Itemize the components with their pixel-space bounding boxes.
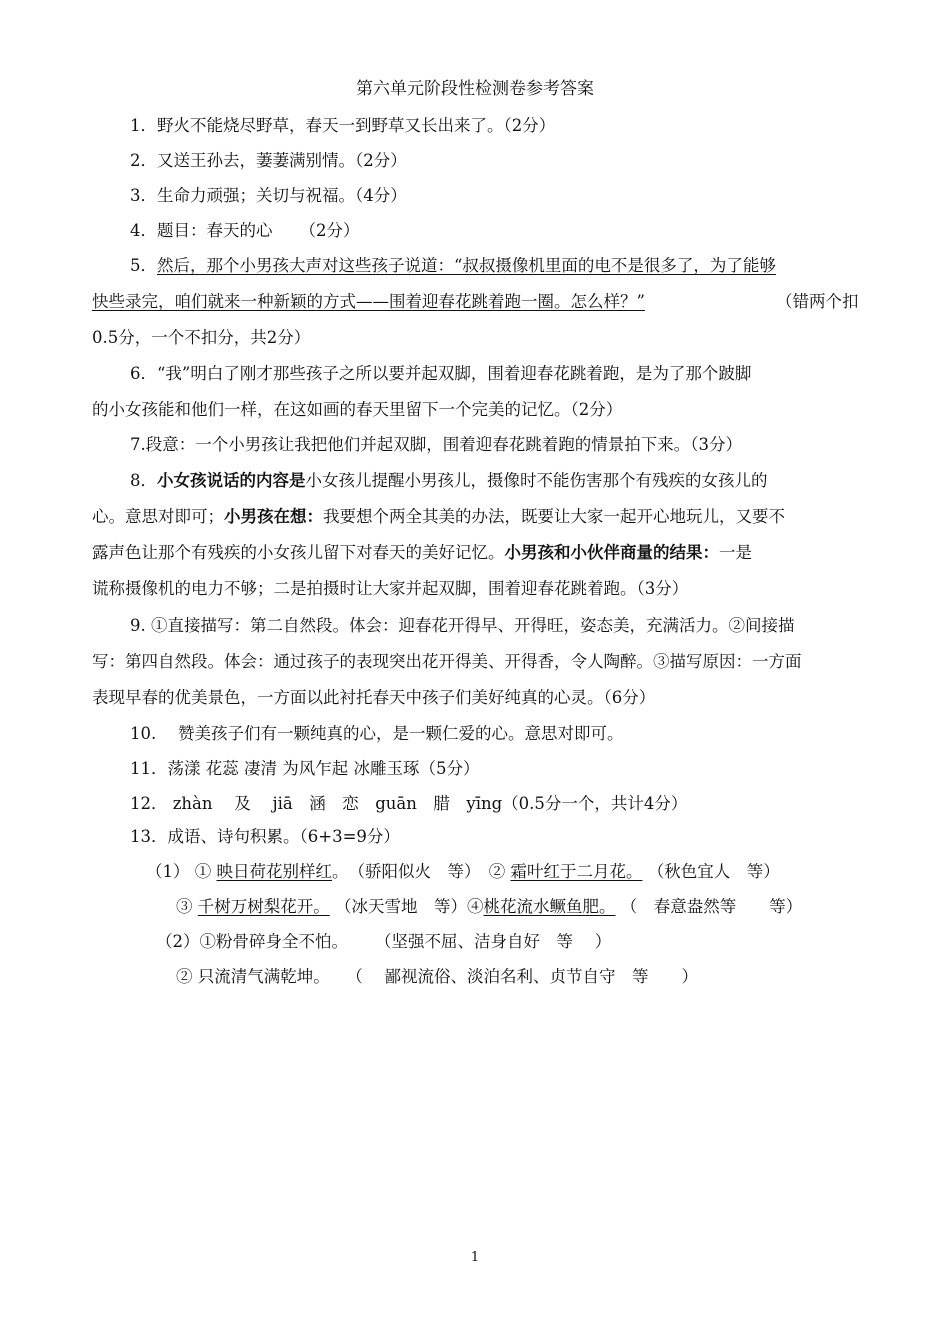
- answer-7: 7.段意：一个小男孩让我把他们并起双脚，围着迎春花跳着跑的情景拍下来。（3分）: [130, 435, 742, 454]
- answer-13-poem-line-2: 霜叶红于二月花。: [510, 862, 643, 881]
- answer-13-mid-1: 。 （骄阳似火 等） ②: [332, 862, 506, 881]
- answer-10: 10. 赞美孩子们有一颗纯真的心，是一颗仁爱的心。意思对即可。: [130, 724, 624, 743]
- answer-5-number: 5．: [130, 256, 157, 275]
- answer-5-line-2: [92, 289, 645, 315]
- answer-8-label-girl-speech: 小女孩说话的内容是: [157, 471, 306, 490]
- answer-13-poem-line-4: 桃花流水鳜鱼肥。: [483, 897, 616, 916]
- answer-13-end-1: （秋色宜人 等）: [647, 862, 780, 881]
- answer-5-scoring-note-a: （错两个扣: [776, 292, 859, 311]
- answer-1: 1．野火不能烧尽野草，春天一到野草又长出来了。（2分）: [130, 116, 556, 135]
- answer-5-scoring-note-b: 0.5分，一个不扣分，共2分）: [92, 328, 311, 347]
- answer-13-part-2-line-2: ② 只流清气满乾坤。 （ 鄙视流俗、淡泊名利、贞节自守 等 ）: [176, 967, 698, 986]
- answer-8-text-2a: 我要想个两全其美的办法，既要让大家一起开心地玩儿，又要不: [323, 507, 785, 526]
- answer-6-line-1: 6．“我”明白了刚才那些孩子之所以要并起双脚，围着迎春花跳着跑，是为了那个跛脚: [130, 364, 752, 383]
- answer-9-line-1: 9. ①直接描写：第二自然段。体会：迎春花开得早、开得旺，姿态美，充满活力。②间接描: [130, 616, 795, 635]
- answer-8-line-4: 谎称摄像机的电力不够；二是拍摄时让大家并起双脚，围着迎春花跳着跑。（3分）: [92, 579, 689, 598]
- answer-11: 11．荡漾 花蕊 凄清 为风乍起 冰雕玉琢（5分）: [130, 759, 480, 778]
- answer-13-part-2-line-1: （2）①粉骨碎身全不怕。 （坚强不屈、洁身自好 等 ）: [156, 932, 612, 951]
- answer-8-line-2: [92, 504, 785, 530]
- answer-13-poem-line-1: 映日荷花别样红: [216, 862, 332, 881]
- answer-13-poem-line-3: 千树万树梨花开。: [197, 897, 330, 916]
- answer-4: 4．题目：春天的心 （2分）: [130, 221, 360, 240]
- answer-8-line-3: [92, 540, 752, 566]
- answer-13-part-1-line-2: [176, 894, 802, 920]
- answer-5-quote-part-2: 快些录完，咱们就来一种新颖的方式——围着迎春花跳着跑一圈。怎么样？”: [92, 292, 645, 311]
- page-number: 1: [470, 1250, 480, 1265]
- answer-13-mid-2: （冰天雪地 等）④: [335, 897, 484, 916]
- answer-13-part-1-line-1: [146, 859, 780, 885]
- answer-13-prefix-3: ③: [176, 897, 193, 916]
- answer-13-heading: 13．成语、诗句积累。（6+3=9分）: [130, 827, 400, 846]
- answer-13-part-1-prefix: （1） ①: [146, 862, 212, 881]
- answer-9-line-3: 表现早春的优美景色，一方面以此衬托春天中孩子们美好纯真的心灵。（6分）: [92, 688, 656, 707]
- answer-5-quote-part-1: 然后，那个小男孩大声对这些孩子说道：“叔叔摄像机里面的电不是很多了，为了能够: [157, 256, 776, 275]
- answer-8-text-1b: 心。意思对即可；: [92, 507, 224, 526]
- answer-2: 2．又送王孙去，萋萋满别情。（2分）: [130, 151, 407, 170]
- answer-5-line-1: [130, 253, 776, 279]
- answer-9-line-2: 写：第四自然段。体会：通过孩子的表现突出花开得美、开得香，令人陶醉。③描写原因：一方面: [92, 652, 802, 671]
- answer-3: 3．生命力顽强；关切与祝福。（4分）: [130, 186, 407, 205]
- answer-8-text-3a: 一是: [719, 543, 752, 562]
- answer-8-label-result: 小男孩和小伙伴商量的结果：: [504, 543, 719, 562]
- answer-8-text-1a: 小女孩儿提醒小男孩儿，摄像时不能伤害那个有残疾的女孩儿的: [305, 471, 768, 490]
- answer-8-line-1: [130, 468, 768, 494]
- answer-13-end-2: （ 春意盎然等 等）: [620, 897, 803, 916]
- answer-8-label-boy-thought: 小男孩在想：: [224, 507, 323, 526]
- answer-12: 12． zhàn 及 jiā 涵 恋 guān 腊 yīng（0.5分一个，共计4分）: [130, 794, 688, 813]
- page-title: 第六单元阶段性检测卷参考答案: [356, 79, 594, 99]
- answer-8-number: 8．: [130, 471, 157, 490]
- answer-8-text-2b: 露声色让那个有残疾的小女孩儿留下对春天的美好记忆。: [92, 543, 505, 562]
- answer-6-line-2: 的小女孩能和他们一样，在这如画的春天里留下一个完美的记忆。（2分）: [92, 400, 623, 419]
